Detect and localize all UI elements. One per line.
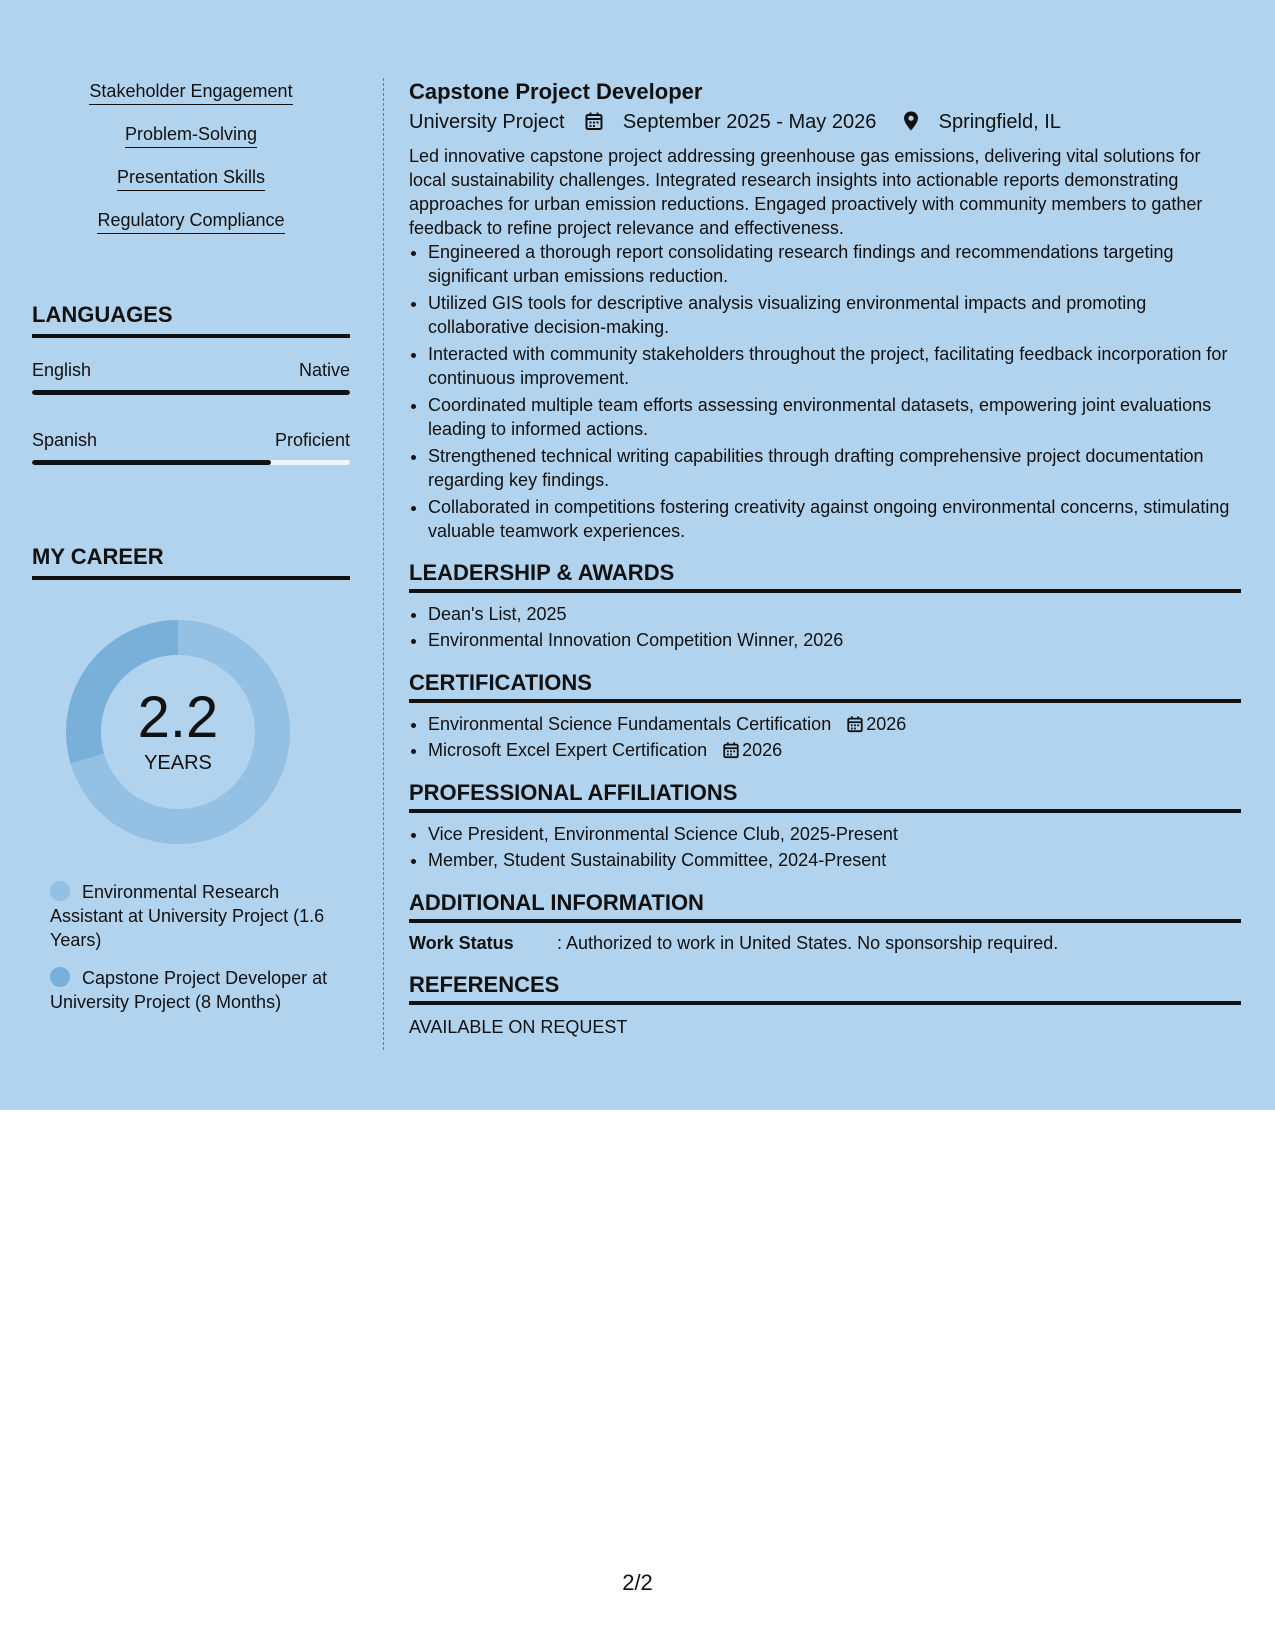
work-status-row xyxy=(409,931,1241,955)
job-meta xyxy=(409,108,1241,136)
career-legend-item xyxy=(50,966,350,1014)
certification-name: Microsoft Excel Expert Certification xyxy=(428,740,708,760)
language-level: Native xyxy=(298,360,350,380)
skill-label: Stakeholder Engagement xyxy=(89,80,292,105)
job-summary: Led innovative capstone project addressing greenhouse gas emissions, delivering vital solutions for local sustainability challenges. Integrated research insights into actionable reports demonstrating approaches for urban emission reductions. Engaged proactively with community members to gather feedback to refine project relevance and effectiveness. xyxy=(409,146,1203,238)
skill-label: Regulatory Compliance xyxy=(97,209,284,234)
career-legend-label: Environmental Research Assistant at University Project (1.6 Years) xyxy=(50,882,325,950)
skills-list xyxy=(32,80,350,234)
job-bullet: • Utilized GIS tools for descriptive analysis visualizing environmental impacts and promoting collaborative decision-making. xyxy=(428,291,1241,339)
additional-info-heading: ADDITIONAL INFORMATION xyxy=(409,889,1241,923)
language-row-english xyxy=(32,360,350,400)
work-status-label: Work Status xyxy=(409,933,514,953)
career-legend-item xyxy=(50,880,350,952)
leadership-list xyxy=(409,601,1241,653)
career-total-unit: YEARS xyxy=(144,752,212,774)
calendar-icon xyxy=(722,741,740,759)
job-dates: September 2025 - May 2026 xyxy=(622,111,877,133)
job-bullet: • Strengthened technical writing capabilities through drafting comprehensive project documentation regarding key findings. xyxy=(428,444,1241,492)
languages-heading: LANGUAGES xyxy=(32,302,350,338)
affiliations-list xyxy=(409,821,1241,873)
job-location: Springfield, IL xyxy=(938,111,1061,133)
skill-item xyxy=(32,123,350,148)
job-bullets xyxy=(409,240,1241,543)
skill-item xyxy=(32,80,350,105)
language-bar-fill xyxy=(32,460,271,465)
references-text: AVAILABLE ON REQUEST xyxy=(409,1017,628,1037)
certification-name: Environmental Science Fundamentals Certification xyxy=(428,714,832,734)
references-heading: REFERENCES xyxy=(409,971,1241,1005)
right-column xyxy=(409,78,1241,1039)
skill-item xyxy=(32,166,350,191)
certification-year: 2026 xyxy=(866,714,907,734)
column-divider xyxy=(383,78,384,1050)
language-level: Proficient xyxy=(274,430,350,450)
career-heading: MY CAREER xyxy=(32,544,350,580)
certification-item xyxy=(428,737,1241,763)
page-number: 2/2 xyxy=(622,1570,653,1595)
calendar-icon xyxy=(846,715,864,733)
certifications-list xyxy=(409,711,1241,763)
career-total-value: 2.2 xyxy=(137,685,219,750)
legend-dot-icon xyxy=(50,967,70,987)
affiliation-item: • Vice President, Environmental Science Club, 2025-Present xyxy=(428,821,1241,847)
language-bar xyxy=(32,460,350,465)
calendar-icon xyxy=(584,111,604,131)
career-legend-label: Capstone Project Developer at University Project (8 Months) xyxy=(50,968,328,1012)
job-title: Capstone Project Developer xyxy=(409,79,703,104)
job-bullet: • Coordinated multiple team efforts assessing environmental datasets, empowering joint evaluations leading to informed actions. xyxy=(428,393,1241,441)
work-status-value: : Authorized to work in United States. No sponsorship required. xyxy=(557,933,1059,953)
skill-label: Presentation Skills xyxy=(117,166,265,191)
language-row-spanish xyxy=(32,430,350,470)
affiliations-heading: PROFESSIONAL AFFILIATIONS xyxy=(409,779,1241,813)
language-bar xyxy=(32,390,350,395)
language-bar-fill xyxy=(32,390,350,395)
language-name: English xyxy=(32,360,92,380)
job-bullet: • Engineered a thorough report consolidating research findings and recommendations targeting significant urban emissions reduction. xyxy=(428,240,1241,288)
leadership-heading: LEADERSHIP & AWARDS xyxy=(409,559,1241,593)
left-column xyxy=(32,80,350,1012)
language-name: Spanish xyxy=(32,430,98,450)
skill-label: Problem-Solving xyxy=(125,123,257,148)
leadership-item: • Environmental Innovation Competition Winner, 2026 xyxy=(428,627,1241,653)
certifications-heading: CERTIFICATIONS xyxy=(409,669,1241,703)
leadership-item: • Dean's List, 2025 xyxy=(428,601,1241,627)
location-pin-icon xyxy=(903,111,919,131)
skill-item xyxy=(32,209,350,234)
legend-dot-icon xyxy=(50,881,70,901)
affiliation-item: • Member, Student Sustainability Committee, 2024-Present xyxy=(428,847,1241,873)
job-bullet: • Collaborated in competitions fostering creativity against ongoing environmental concerns, stimulating valuable teamwork experiences. xyxy=(428,495,1241,543)
certification-item xyxy=(428,711,1241,737)
career-legend xyxy=(50,880,350,1028)
certification-year: 2026 xyxy=(742,740,783,760)
job-bullet: • Interacted with community stakeholders throughout the project, facilitating feedback incorporation for continuous improvement. xyxy=(428,342,1241,390)
job-organization: University Project xyxy=(409,111,565,133)
